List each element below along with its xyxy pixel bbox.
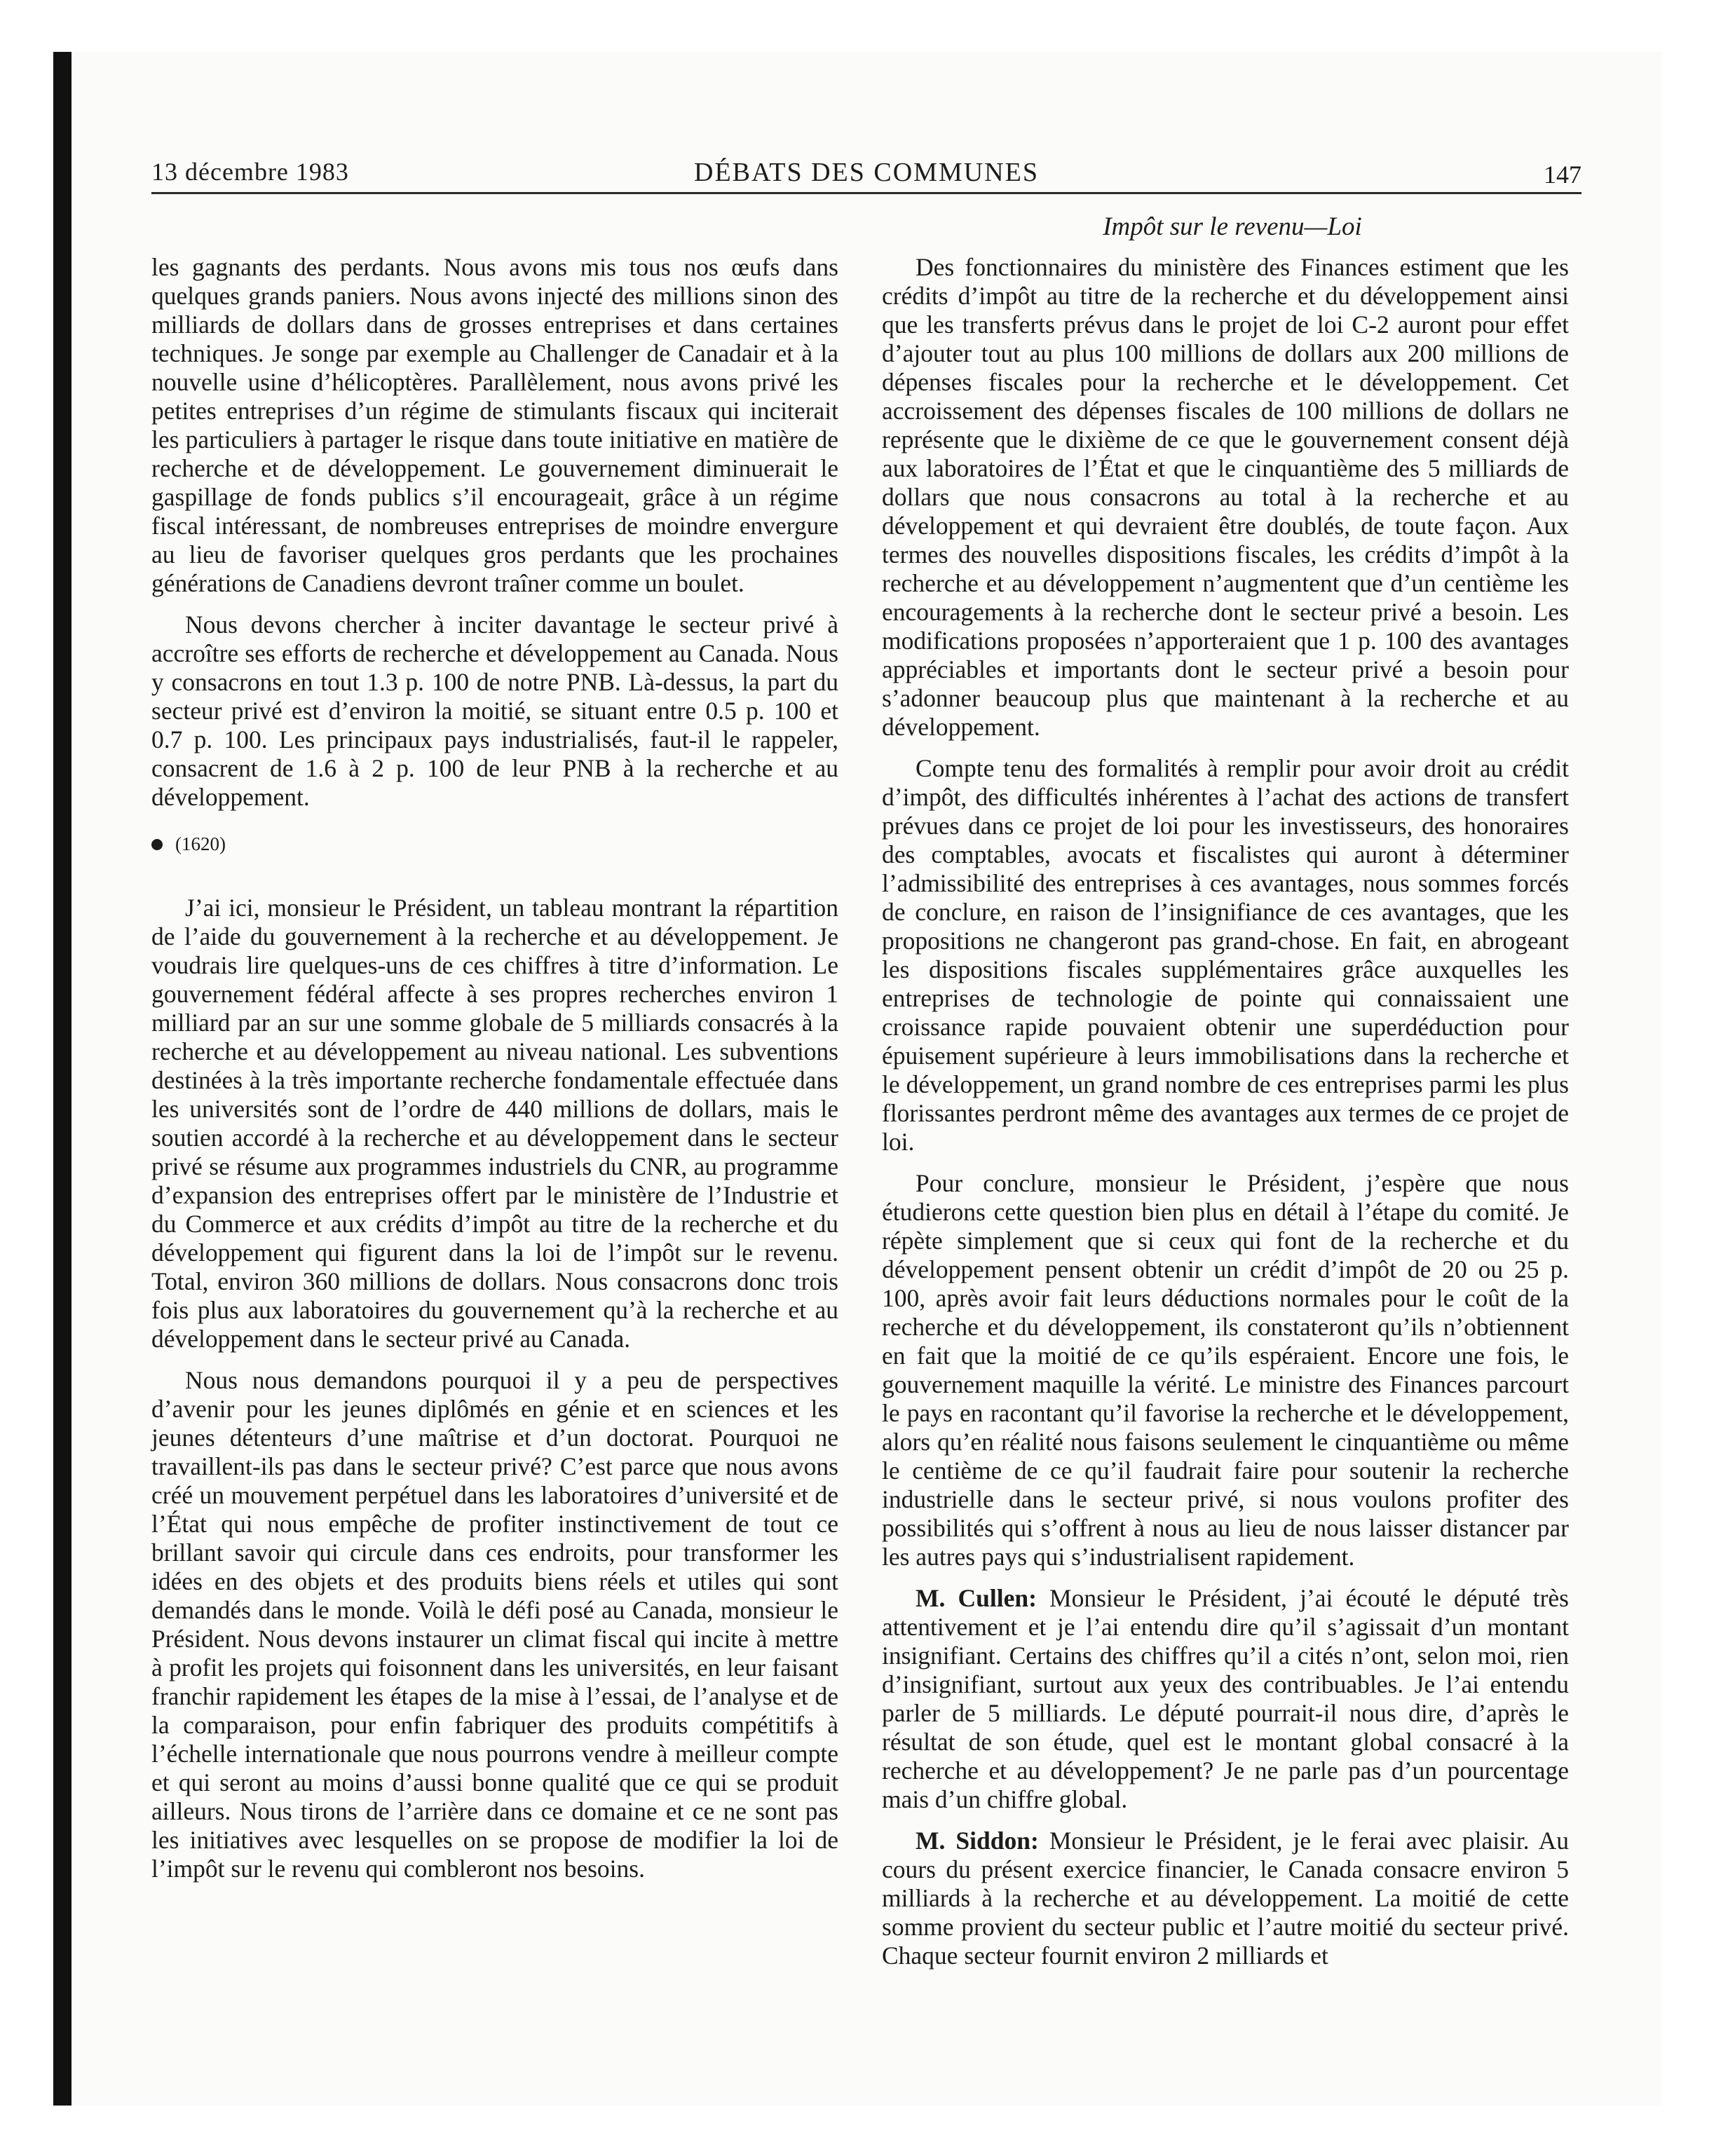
time-marker (151, 830, 838, 859)
page-number: 147 (1544, 161, 1581, 189)
bullet-icon (151, 839, 163, 850)
speaker-name: M. Cullen: (916, 1584, 1037, 1612)
speech-cullen (882, 1584, 1569, 1814)
section-title: Impôt sur le revenu—Loi (1103, 212, 1362, 241)
right-column (882, 253, 1569, 1983)
header-date: 13 décembre 1983 (151, 158, 349, 186)
left-column (151, 253, 838, 1896)
paragraph: Compte tenu des formalités à remplir pour avoir droit au crédit d’impôt, des difficultés inhérentes à l’achat des actions de transfert prévues dans ce projet de loi pour les investisseurs, des honoraires des comptables, avocats et fiscalistes qui auront à déterminer l’admissibilité des entreprises à ces avantages, nous sommes forcés de conclure, en raison de l’insignifiance de ces avantages, que les propositions ne changeront pas grand-chose. En fait, en abrogeant les dispositions fiscales supplémentaires grâce auxquelles les entreprises de technologie de pointe qui connaissaient une croissance rapide pouvaient obtenir une superdéduction pour épuisement supérieure à leurs immobilisations dans la recherche et le développement, un grand nombre de ces entreprises parmi les plus florissantes perdront même des avantages aux termes de ce projet de loi. (882, 754, 1569, 1156)
paragraph: Nous nous demandons pourquoi il y a peu de perspectives d’avenir pour les jeunes diplômés en génie et en sciences et les jeunes détenteurs d’une maîtrise et d’un doctorat. Pourquoi ne travaillent-ils pas dans le secteur privé? C’est parce que nous avons créé un mouvement perpétuel dans les laboratoires d’université et de l’État qui nous empêche de profiter instinctivement de tout ce brillant savoir qui circule dans ces endroits, pour transformer les idées en des objets et des produits biens réels et utiles qui sont demandés dans le monde. Voilà le défi posé au Canada, monsieur le Président. Nous devons instaurer un climat fiscal qui incite à mettre à profit les projets qui foisonnent dans les universités, en leur faisant franchir rapidement les étapes de la mise à l’essai, de l’analyse et de la comparaison, pour enfin fabriquer des produits compétitifs à l’échelle internationale que nous pourrons vendre à meilleur compte et qui seront au moins d’aussi bonne qualité que ce qui se produit ailleurs. Nous tirons de l’arrière dans ce domaine et ce ne sont pas les initiatives avec lesquelles on se propose de modifier la loi de l’impôt sur le revenu qui combleront nos besoins. (151, 1366, 838, 1883)
scan-edge-bar (53, 52, 72, 2106)
running-header (151, 156, 1581, 194)
speech-text: Monsieur le Président, j’ai écouté le député très attentivement et je l’ai entendu dire qu’il s’agissait d’un montant insignifiant. Certains des chiffres qu’il a cités n’ont, selon moi, rien d’insignifiant, surtout aux yeux des contribuables. Je l’ai entendu parler de 5 milliards. Le député pourrait-il nous dire, d’après le résultat de son étude, quel est le montant global consacré à la recherche et au développement? Je ne parle pas d’un pourcentage mais d’un chiffre global. (882, 1584, 1569, 1813)
speech-text: Monsieur le Président, je le ferai avec plaisir. Au cours du présent exercice financier, le Canada consacre environ 5 milliards à la recherche et au développement. La moitié de cette somme provient du secteur public et l’autre moitié du secteur privé. Chaque secteur fournit environ 2 milliards et (882, 1827, 1569, 1970)
header-journal-title: DÉBATS DES COMMUNES (694, 158, 1039, 187)
paragraph: J’ai ici, monsieur le Président, un tableau montrant la répartition de l’aide du gouvernement à la recherche et au développement. Je voudrais lire quelques-uns de ces chiffres à titre d’information. Le gouvernement fédéral affecte à ses propres recherches environ 1 milliard par an sur une somme globale de 5 milliards consacrés à la recherche et au développement au niveau national. Les subventions destinées à la très importante recherche fondamentale effectuée dans les universités sont de l’ordre de 440 millions de dollars, mais le soutien accordé à la recherche et au développement dans le secteur privé se résume aux programmes industriels du CNR, au programme d’expansion des entreprises offert par le ministère de l’Industrie et du Commerce et aux crédits d’impôt au titre de la recherche et du développement qui figurent dans la loi de l’impôt sur le revenu. Total, environ 360 millions de dollars. Nous consacrons donc trois fois plus aux laboratoires du gouvernement qu’à la recherche et au développement dans le secteur privé au Canada. (151, 894, 838, 1353)
time-marker-label: (1620) (175, 833, 226, 854)
speaker-name: M. Siddon: (916, 1827, 1039, 1855)
paragraph: Pour conclure, monsieur le Président, j’espère que nous étudierons cette question bien plus en détail à l’étape du comité. Je répète simplement que si ceux qui font de la recherche et du développement pensent obtenir un crédit d’impôt de 20 ou 25 p. 100, après avoir fait leurs déductions normales pour le coût de la recherche et du développement, ils constateront qu’ils n’obtiennent en fait que la moitié de ce qu’ils espéraient. Encore une fois, le gouvernement maquille la vérité. Le ministre des Finances parcourt le pays en racontant qu’il favorise la recherche et le développement, alors qu’en réalité nous faisons seulement le cinquantième ou même le centième de ce qu’il faudrait faire pour soutenir la recherche industrielle dans le secteur privé, si nous voulons profiter des possibilités qui s’offrent à nous au lieu de nous laisser distancer par les autres pays qui s’industrialisent rapidement. (882, 1169, 1569, 1571)
paragraph: les gagnants des perdants. Nous avons mis tous nos œufs dans quelques grands paniers. Nous avons injecté des millions sinon des milliards de dollars dans de grosses entreprises et dans certaines techniques. Je songe par exemple au Challenger de Canadair et à la nouvelle usine d’hélicoptères. Parallèlement, nous avons privé les petites entreprises d’un régime de stimulants fiscaux qui inciterait les particuliers à partager le risque dans toute initiative en matière de recherche et de développement. Le gouvernement diminuerait le gaspillage de fonds publics s’il encourageait, grâce à un régime fiscal intéressant, de nombreuses entreprises de moindre envergure au lieu de favoriser quelques gros perdants que les prochaines générations de Canadiens devront traîner comme un boulet. (151, 253, 838, 597)
speech-siddon (882, 1827, 1569, 1970)
paragraph: Nous devons chercher à inciter davantage le secteur privé à accroître ses efforts de recherche et développement au Canada. Nous y consacrons en tout 1.3 p. 100 de notre PNB. Là-dessus, la part du secteur privé est d’environ la moitié, se situant entre 0.5 p. 100 et 0.7 p. 100. Les principaux pays industrialisés, faut-il le rappeler, consacrent de 1.6 à 2 p. 100 de leur PNB à la recherche et au développement. (151, 610, 838, 811)
paragraph: Des fonctionnaires du ministère des Finances estiment que les crédits d’impôt au titre de la recherche et du développement ainsi que les transferts prévus dans le projet de loi C-2 auront pour effet d’ajouter tout au plus 100 millions de dollars aux 200 millions de dépenses fiscales pour la recherche et le développement. Cet accroissement des dépenses fiscales de 100 millions de dollars ne représente que le dixième de ce que le gouvernement consent déjà aux laboratoires de l’État et que le cinquantième des 5 milliards de dollars que nous consacrons au total à la recherche et au développement et qui devraient être doublés, de toute façon. Aux termes des nouvelles dispositions fiscales, les crédits d’impôt à la recherche et au développement n’augmentent que d’un centième les encouragements à la recherche dont le secteur privé a besoin. Les modifications proposées n’apporteraient que 1 p. 100 des avantages appréciables et importants dont le secteur privé a besoin pour s’adonner beaucoup plus que maintenant à la recherche et au développement. (882, 253, 1569, 741)
